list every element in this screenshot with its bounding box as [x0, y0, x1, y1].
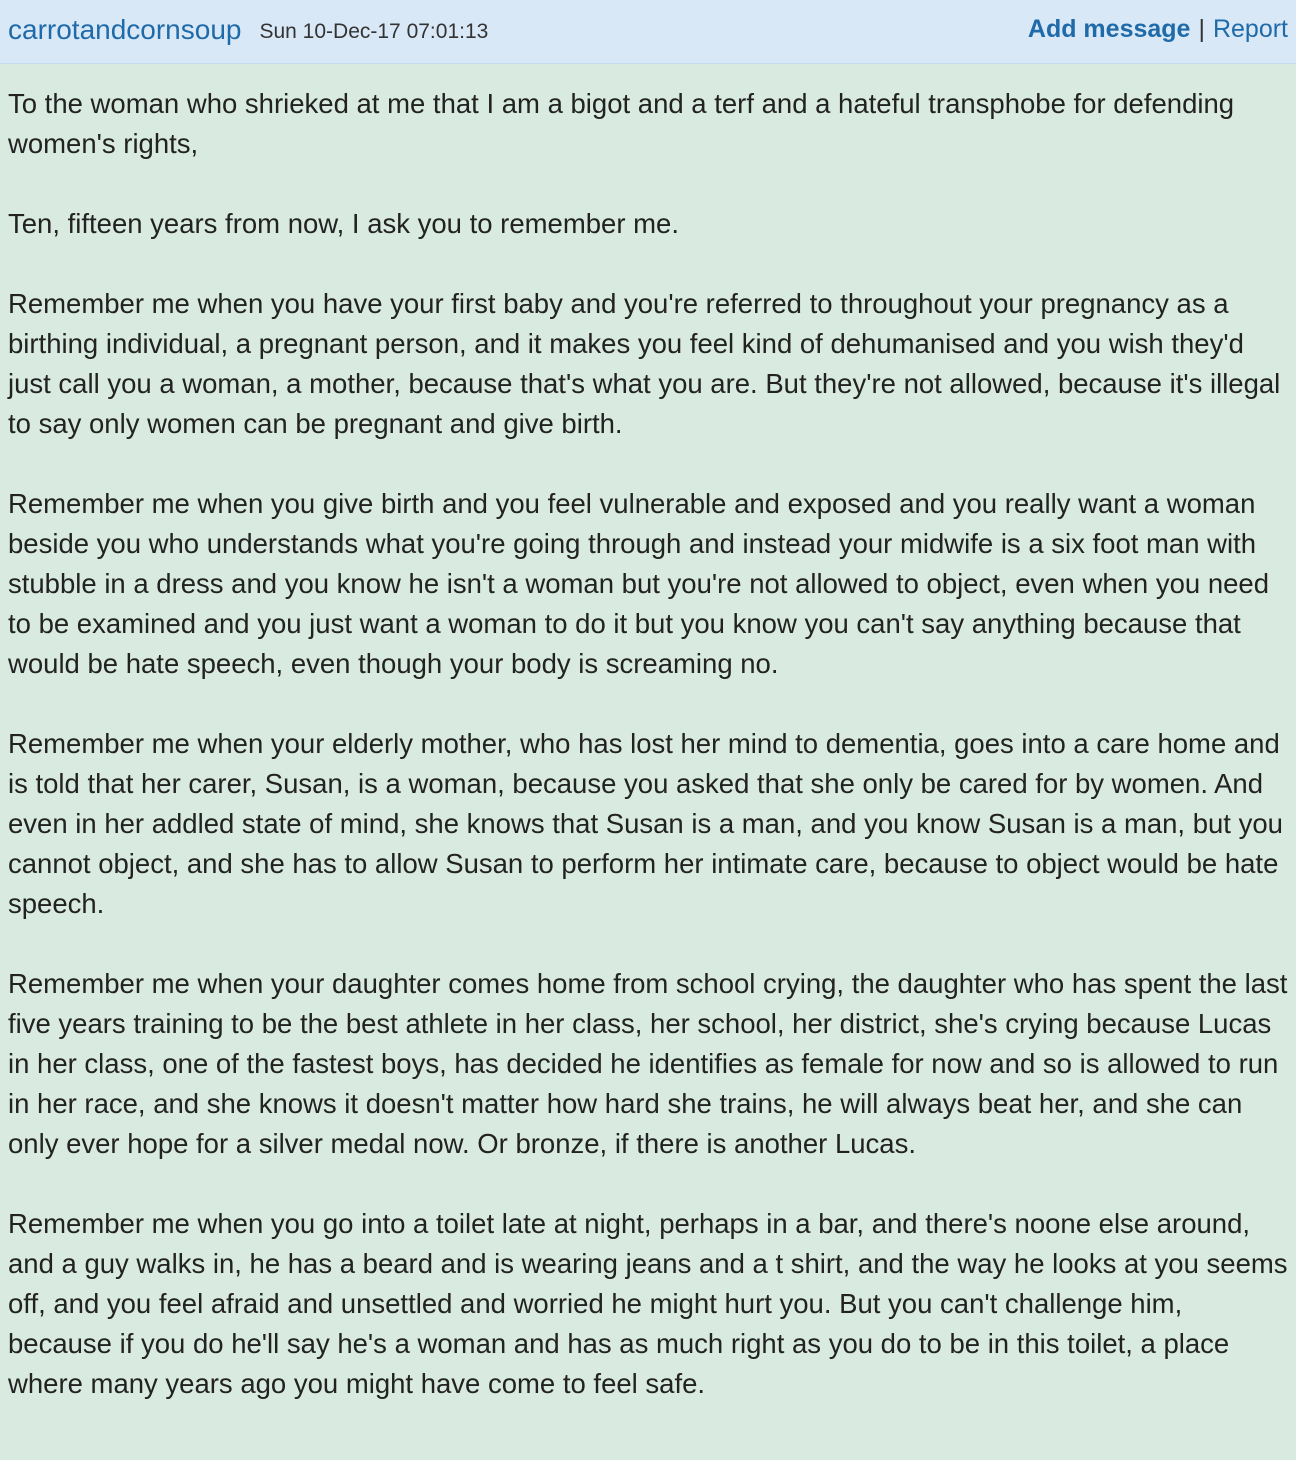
post-header	[0, 0, 1296, 64]
post-paragraph: Remember me when your elderly mother, who has lost her mind to dementia, goes into a care home and is told that her carer, Susan, is a woman, because you asked that she only be cared for by women. And even in her addled state of mind, she knows that Susan is a man, and you know Susan is a man, but you cannot object, and she has to allow Susan to perform her intimate care, because to object would be hate speech.	[8, 728, 1283, 919]
action-separator: |	[1198, 15, 1205, 43]
post-paragraph: Ten, fifteen years from now, I ask you to remember me.	[8, 208, 679, 239]
post-timestamp: Sun 10-Dec-17 07:01:13	[259, 19, 489, 43]
post-paragraph: To the woman who shrieked at me that I am a bigot and a terf and a hateful transphobe for defending women's rights,	[8, 88, 1235, 159]
post-paragraph: Remember me when you go into a toilet late at night, perhaps in a bar, and there's noone else around, and a guy walks in, he has a beard and is wearing jeans and a t shirt, and the way he looks at you seems off, and you feel afraid and unsettled and worried he might hurt you. But you can't challenge him, because if you do he'll say he's a woman and has as much right as you do to be in this toilet, a place where many years ago you might have come to feel safe.	[8, 1208, 1288, 1399]
post-body	[0, 64, 1296, 1404]
username-link[interactable]: carrotandcornsoup	[8, 13, 242, 45]
post-paragraph: Remember me when you give birth and you feel vulnerable and exposed and you really want a woman beside you who understands what you're going through and instead your midwife is a six foot man with stubble in a dress and you know he isn't a woman but you're not allowed to object, even when you need to be examined and you just want a woman to do it but you know you can't say anything because that would be hate speech, even though your body is screaming no.	[8, 488, 1270, 679]
post-paragraph: Remember me when your daughter comes home from school crying, the daughter who has spent the last five years training to be the best athlete in her class, her school, her district, she's crying because Lucas in her class, one of the fastest boys, has decided he identifies as female for now and so is allowed to run in her race, and she knows it doesn't matter how hard she trains, he will always beat her, and she can only ever hope for a silver medal now. Or bronze, if there is another Lucas.	[8, 968, 1288, 1159]
post-paragraph: Remember me when you have your first baby and you're referred to throughout your pregnancy as a birthing individual, a pregnant person, and it makes you feel kind of dehumanised and you wish they'd just call you a woman, a mother, because that's what you are. But they're not allowed, because it's illegal to say only women can be pregnant and give birth.	[8, 288, 1281, 439]
add-message-link[interactable]: Add message	[1027, 15, 1191, 43]
post-actions	[1028, 15, 1288, 44]
report-link[interactable]: Report	[1212, 15, 1288, 43]
